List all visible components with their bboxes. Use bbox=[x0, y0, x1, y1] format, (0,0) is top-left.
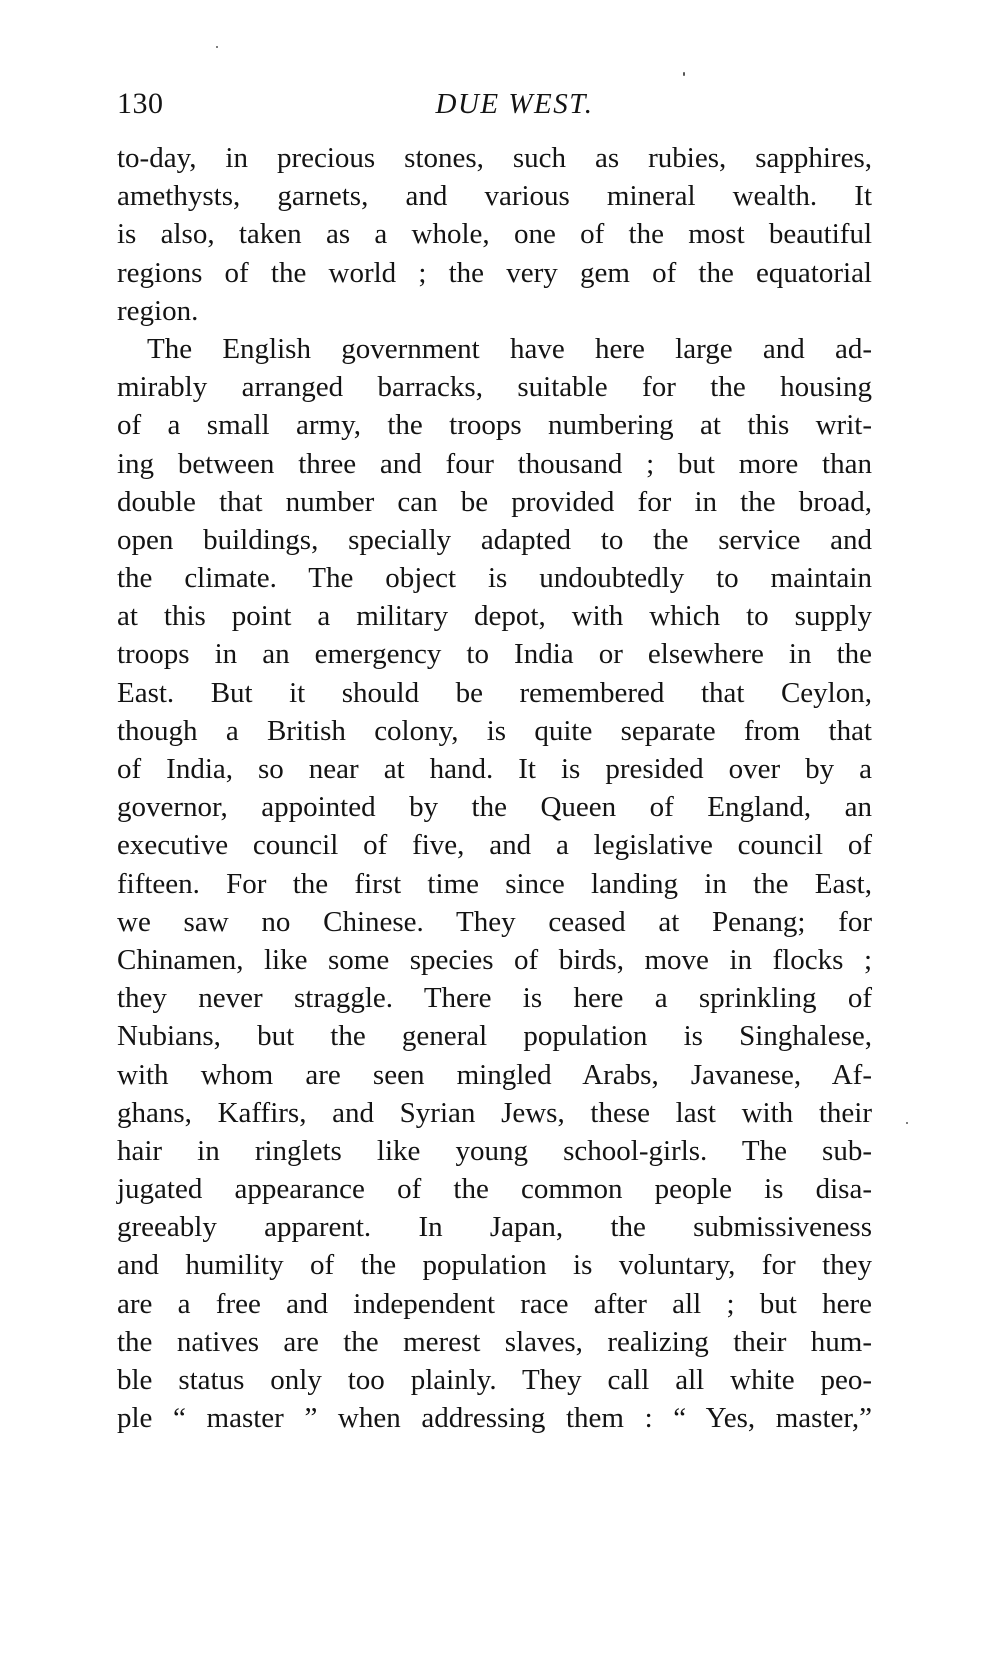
text-line: hair in ringlets like young school-girls. The sub- bbox=[117, 1134, 872, 1167]
page-number: 130 bbox=[117, 87, 164, 120]
text-line: of a small army, the troops numbering at this writ- bbox=[117, 409, 872, 442]
text-line: mirably arranged barracks, suitable for the housing bbox=[117, 371, 872, 404]
text-line: amethysts, garnets, and various mineral wealth. It bbox=[117, 180, 872, 213]
text-line: Chinamen, like some species of birds, move in flocks ; bbox=[117, 943, 872, 976]
text-line: ing between three and four thousand ; but more than bbox=[117, 447, 872, 480]
running-head bbox=[117, 84, 872, 128]
text-line: troops in an emergency to India or elsewhere in the bbox=[117, 638, 872, 671]
text-line: ghans, Kaffirs, and Syrian Jews, these last with their bbox=[117, 1096, 872, 1129]
text-line: we saw no Chinese. They ceased at Penang; for bbox=[117, 905, 872, 938]
paragraph-start-line: The English government have here large and ad- bbox=[147, 332, 872, 365]
text-line: is also, taken as a whole, one of the most beautiful bbox=[117, 218, 872, 251]
text-line: they never straggle. There is here a sprinkling of bbox=[117, 982, 872, 1015]
running-title: DUE WEST. bbox=[435, 88, 594, 120]
text-line: the climate. The object is undoubtedly to maintain bbox=[117, 562, 872, 595]
text-line: ble status only too plainly. They call all white peo- bbox=[117, 1364, 872, 1396]
text-line: Nubians, but the general population is Singhalese, bbox=[117, 1020, 872, 1053]
text-line: with whom are seen mingled Arabs, Javanese, Af- bbox=[117, 1058, 872, 1091]
text-line: East. But it should be remembered that Ceylon, bbox=[117, 676, 872, 709]
text-line: open buildings, specially adapted to the service and bbox=[117, 523, 872, 556]
text-line: though a British colony, is quite separate from that bbox=[117, 714, 872, 747]
text-line: region. bbox=[117, 294, 199, 327]
text-line: greeably apparent. In Japan, the submissiveness bbox=[117, 1211, 872, 1244]
text-line: to-day, in precious stones, such as rubies, sapphires, bbox=[117, 142, 872, 174]
text-line: fifteen. For the first time since landing in the East, bbox=[117, 867, 872, 900]
text-line: ple “ master ” when addressing them : “ Yes, master,” bbox=[117, 1402, 872, 1435]
body-text bbox=[117, 139, 872, 1437]
print-speck bbox=[683, 72, 685, 76]
text-line: regions of the world ; the very gem of the equatorial bbox=[117, 256, 872, 289]
text-line: the natives are the merest slaves, realizing their hum- bbox=[117, 1325, 872, 1358]
text-line: governor, appointed by the Queen of England, an bbox=[117, 791, 872, 824]
text-line: jugated appearance of the common people is disa- bbox=[117, 1173, 872, 1206]
print-speck bbox=[906, 1122, 908, 1124]
print-speck bbox=[216, 46, 218, 48]
text-line: executive council of five, and a legislative council of bbox=[117, 829, 872, 862]
text-line: of India, so near at hand. It is presided over by a bbox=[117, 753, 872, 785]
text-line: are a free and independent race after all ; but here bbox=[117, 1287, 872, 1320]
text-line: and humility of the population is voluntary, for they bbox=[117, 1249, 872, 1282]
text-line: double that number can be provided for in the broad, bbox=[117, 485, 872, 518]
text-line: at this point a military depot, with which to supply bbox=[117, 600, 872, 633]
